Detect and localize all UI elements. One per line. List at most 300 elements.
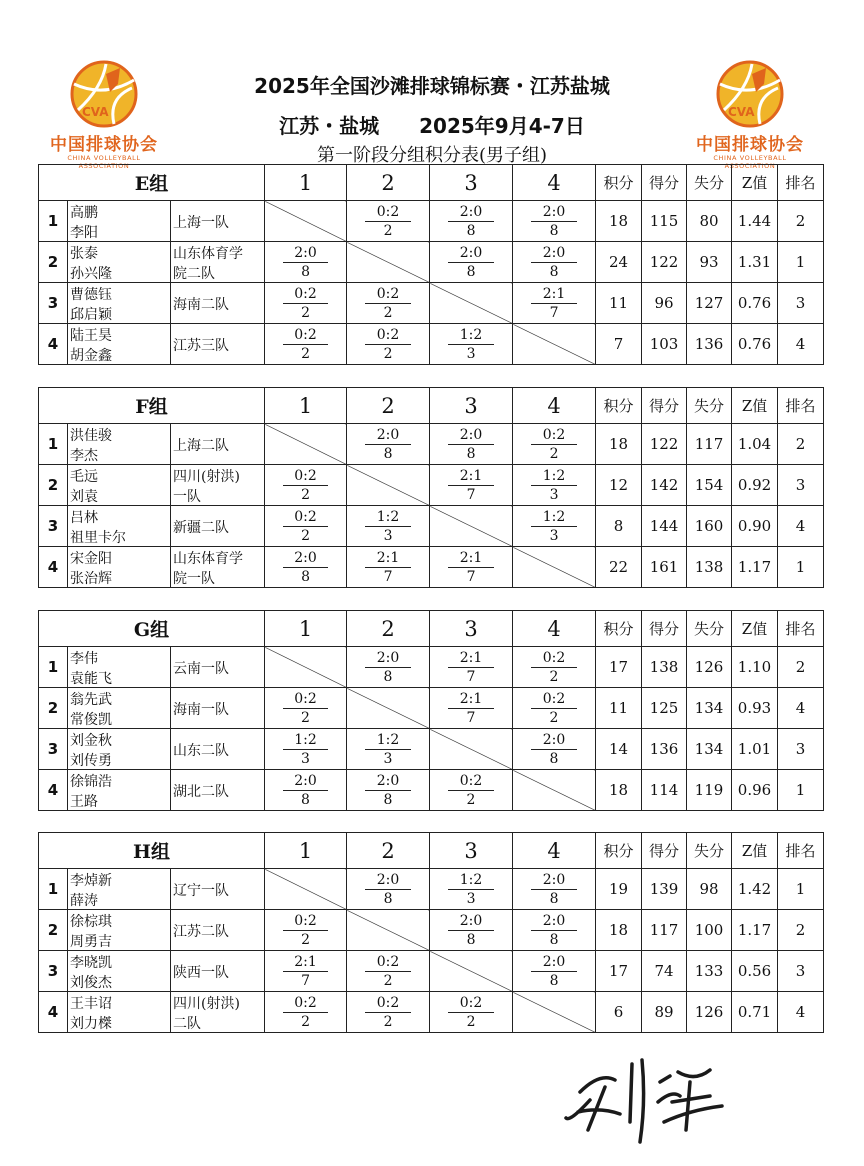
points-lost-value: 136 xyxy=(687,324,732,365)
match-points: 2 xyxy=(383,223,393,239)
match-points: 8 xyxy=(383,792,393,808)
team-name xyxy=(171,324,265,365)
match-points: 8 xyxy=(383,669,393,685)
match-result-cell xyxy=(430,688,513,729)
group-name: H组 xyxy=(39,833,265,869)
fraction-line xyxy=(365,790,411,791)
table-row xyxy=(39,647,824,688)
group-rank-value: 2 xyxy=(778,910,824,951)
player-1: 毛远 xyxy=(70,469,98,485)
opponent-column-header: 2 xyxy=(347,833,430,869)
player-1: 陆王昊 xyxy=(70,328,112,344)
match-result-cell xyxy=(430,869,513,910)
player-names xyxy=(68,869,171,910)
match-points: 7 xyxy=(383,569,393,585)
match-result-cell xyxy=(347,424,430,465)
player-1: 宋金阳 xyxy=(70,551,112,567)
z-value: 1.17 xyxy=(732,547,778,588)
stat-column-header: 失分 xyxy=(687,611,732,647)
group-table xyxy=(38,164,824,365)
table-row xyxy=(39,951,824,992)
set-score: 2:1 xyxy=(459,550,483,566)
set-score: 2:0 xyxy=(294,245,317,261)
match-points: 3 xyxy=(301,751,310,767)
fraction-line xyxy=(283,344,328,345)
team-name xyxy=(171,547,265,588)
self-match-cell xyxy=(513,992,596,1033)
match-result-cell xyxy=(513,647,596,688)
table-row xyxy=(39,201,824,242)
cva-badge: CVA xyxy=(82,105,109,119)
match-result-cell xyxy=(347,201,430,242)
points-value: 17 xyxy=(596,951,642,992)
group-header-row xyxy=(39,165,824,201)
set-score: 0:2 xyxy=(294,913,317,929)
match-result-cell xyxy=(265,688,347,729)
points-won-value: 114 xyxy=(642,770,687,811)
match-result-cell xyxy=(265,324,347,365)
group-rank-value: 1 xyxy=(778,770,824,811)
set-score: 1:2 xyxy=(542,468,566,484)
opponent-column-header: 1 xyxy=(265,388,347,424)
self-match-cell xyxy=(265,647,347,688)
team-name xyxy=(171,951,265,992)
match-result-cell xyxy=(513,283,596,324)
stat-column-header: 排名 xyxy=(778,833,824,869)
points-won-value: 144 xyxy=(642,506,687,547)
group-rank-value: 2 xyxy=(778,201,824,242)
team-name xyxy=(171,869,265,910)
match-points: 3 xyxy=(549,487,559,503)
player-2: 祖里卡尔 xyxy=(70,530,126,546)
match-result-cell xyxy=(265,465,347,506)
team-line-1: 山东体育学 xyxy=(173,551,243,567)
self-match-cell xyxy=(347,910,430,951)
player-1: 王丰诏 xyxy=(70,996,112,1012)
player-1: 吕林 xyxy=(70,510,98,526)
match-points: 8 xyxy=(549,973,559,989)
player-names xyxy=(68,547,171,588)
team-name xyxy=(171,465,265,506)
team-name xyxy=(171,647,265,688)
team-line-1: 江苏二队 xyxy=(173,924,229,940)
set-score: 0:2 xyxy=(376,286,400,302)
points-value: 8 xyxy=(596,506,642,547)
self-match-cell xyxy=(430,506,513,547)
logo-subtext: CHINA VOLLEYBALL ASSOCIATION xyxy=(713,154,787,170)
set-score: 0:2 xyxy=(294,509,317,525)
set-score: 2:0 xyxy=(542,954,566,970)
fraction-line xyxy=(531,221,577,222)
points-value: 17 xyxy=(596,647,642,688)
match-points: 8 xyxy=(383,446,393,462)
table-caption: 第一阶段分组积分表(男子组) xyxy=(316,145,548,166)
team-name xyxy=(171,506,265,547)
seed-number: 2 xyxy=(39,688,68,729)
opponent-column-header: 4 xyxy=(513,833,596,869)
set-score: 2:0 xyxy=(294,550,317,566)
stat-column-header: 得分 xyxy=(642,388,687,424)
match-points: 2 xyxy=(301,528,310,544)
player-2: 胡金鑫 xyxy=(70,348,112,364)
match-result-cell xyxy=(347,951,430,992)
fraction-line xyxy=(283,567,328,568)
fraction-line xyxy=(531,749,577,750)
match-points: 2 xyxy=(466,1014,476,1030)
points-value: 18 xyxy=(596,424,642,465)
player-1: 翁先武 xyxy=(70,692,112,708)
points-lost-value: 154 xyxy=(687,465,732,506)
logo-text: 中国排球协会 xyxy=(696,135,804,155)
match-result-cell xyxy=(513,688,596,729)
player-2: 孙兴隆 xyxy=(70,266,112,282)
player-names xyxy=(68,770,171,811)
opponent-column-header: 4 xyxy=(513,388,596,424)
player-2: 刘传勇 xyxy=(70,753,112,769)
match-result-cell xyxy=(513,506,596,547)
fraction-line xyxy=(448,444,494,445)
group-rank-value: 4 xyxy=(778,324,824,365)
team-line-2: 院一队 xyxy=(173,571,215,587)
stat-column-header: 排名 xyxy=(778,165,824,201)
player-names xyxy=(68,992,171,1033)
group-table xyxy=(38,610,824,811)
set-score: 0:2 xyxy=(542,650,566,666)
fraction-line xyxy=(283,930,328,931)
seed-number: 4 xyxy=(39,992,68,1033)
seed-number: 4 xyxy=(39,770,68,811)
match-result-cell xyxy=(265,547,347,588)
self-match-cell xyxy=(347,242,430,283)
match-points: 7 xyxy=(549,305,559,321)
set-score: 2:0 xyxy=(542,732,566,748)
match-result-cell xyxy=(265,770,347,811)
match-result-cell xyxy=(265,992,347,1033)
fraction-line xyxy=(448,262,494,263)
team-line-1: 江苏三队 xyxy=(173,338,229,354)
fraction-line xyxy=(365,221,411,222)
team-line-1: 上海二队 xyxy=(173,438,229,454)
fraction-line xyxy=(283,485,328,486)
page-subtitle xyxy=(0,110,864,139)
points-lost-value: 98 xyxy=(687,869,732,910)
seed-number: 1 xyxy=(39,647,68,688)
group-rank-value: 3 xyxy=(778,465,824,506)
player-2: 常俊凯 xyxy=(70,712,112,728)
opponent-column-header: 3 xyxy=(430,611,513,647)
set-score: 1:2 xyxy=(459,327,483,343)
table-row xyxy=(39,770,824,811)
match-result-cell xyxy=(347,283,430,324)
points-won-value: 103 xyxy=(642,324,687,365)
svg-text:CVA: CVA xyxy=(728,105,755,119)
points-value: 22 xyxy=(596,547,642,588)
team-line-2: 一队 xyxy=(173,489,201,505)
group-rank-value: 2 xyxy=(778,647,824,688)
match-points: 7 xyxy=(466,669,476,685)
player-names xyxy=(68,242,171,283)
table-row xyxy=(39,869,824,910)
stat-column-header: 排名 xyxy=(778,611,824,647)
player-2: 周勇吉 xyxy=(70,934,112,950)
z-value: 0.71 xyxy=(732,992,778,1033)
points-lost-value: 160 xyxy=(687,506,732,547)
player-1: 洪佳骏 xyxy=(70,428,112,444)
player-1: 高鹏 xyxy=(70,205,98,221)
points-won-value: 161 xyxy=(642,547,687,588)
match-points: 3 xyxy=(383,528,393,544)
match-points: 3 xyxy=(549,528,559,544)
self-match-cell xyxy=(265,424,347,465)
points-lost-value: 126 xyxy=(687,647,732,688)
seed-number: 4 xyxy=(39,547,68,588)
fraction-line xyxy=(283,262,328,263)
points-lost-value: 133 xyxy=(687,951,732,992)
player-names xyxy=(68,465,171,506)
points-won-value: 117 xyxy=(642,910,687,951)
z-value: 0.92 xyxy=(732,465,778,506)
points-lost-value: 119 xyxy=(687,770,732,811)
fraction-line xyxy=(283,971,328,972)
match-points: 7 xyxy=(301,973,310,989)
seed-number: 2 xyxy=(39,465,68,506)
player-2: 刘俊杰 xyxy=(70,975,112,991)
page-title: 2025年全国沙滩排球锦标赛・江苏盐城 xyxy=(254,74,610,98)
match-points: 3 xyxy=(466,346,476,362)
seed-number: 3 xyxy=(39,729,68,770)
set-score: 0:2 xyxy=(459,995,483,1011)
match-points: 8 xyxy=(301,569,310,585)
match-result-cell xyxy=(430,770,513,811)
match-result-cell xyxy=(347,869,430,910)
match-result-cell xyxy=(347,647,430,688)
points-won-value: 142 xyxy=(642,465,687,506)
match-points: 2 xyxy=(301,346,310,362)
match-points: 8 xyxy=(383,891,393,907)
points-value: 18 xyxy=(596,201,642,242)
team-line-2: 二队 xyxy=(173,1016,201,1032)
player-2: 刘力榤 xyxy=(70,1016,112,1032)
fraction-line xyxy=(283,790,328,791)
stat-column-header: 得分 xyxy=(642,165,687,201)
match-result-cell xyxy=(513,910,596,951)
match-result-cell xyxy=(265,951,347,992)
event-dates: 2025年9月4-7日 xyxy=(419,114,585,138)
points-value: 11 xyxy=(596,688,642,729)
match-points: 7 xyxy=(466,569,476,585)
fraction-line xyxy=(448,567,494,568)
z-value: 1.42 xyxy=(732,869,778,910)
set-score: 1:2 xyxy=(376,509,400,525)
set-score: 2:0 xyxy=(542,204,566,220)
team-line-1: 四川(射洪) xyxy=(173,469,240,485)
match-points: 2 xyxy=(301,305,310,321)
points-value: 6 xyxy=(596,992,642,1033)
team-name xyxy=(171,992,265,1033)
stat-column-header: 失分 xyxy=(687,165,732,201)
opponent-column-header: 1 xyxy=(265,611,347,647)
seed-number: 2 xyxy=(39,242,68,283)
points-won-value: 115 xyxy=(642,201,687,242)
group-rank-value: 2 xyxy=(778,424,824,465)
points-lost-value: 117 xyxy=(687,424,732,465)
team-line-1: 云南一队 xyxy=(173,661,229,677)
seed-number: 4 xyxy=(39,324,68,365)
match-result-cell xyxy=(265,506,347,547)
match-result-cell xyxy=(347,506,430,547)
points-lost-value: 134 xyxy=(687,729,732,770)
match-points: 8 xyxy=(466,446,476,462)
table-row xyxy=(39,729,824,770)
team-line-2: 院二队 xyxy=(173,266,215,282)
table-row xyxy=(39,424,824,465)
set-score: 2:1 xyxy=(542,286,566,302)
team-line-1: 陕西一队 xyxy=(173,965,229,981)
fraction-line xyxy=(448,485,494,486)
points-value: 24 xyxy=(596,242,642,283)
match-points: 8 xyxy=(549,932,559,948)
set-score: 2:1 xyxy=(459,650,483,666)
fraction-line xyxy=(283,1012,328,1013)
group-name: E组 xyxy=(39,165,265,201)
player-1: 徐棕琪 xyxy=(70,914,112,930)
fraction-line xyxy=(283,708,328,709)
points-lost-value: 138 xyxy=(687,547,732,588)
match-points: 2 xyxy=(383,346,393,362)
set-score: 2:1 xyxy=(459,468,483,484)
set-score: 1:2 xyxy=(294,732,317,748)
table-row xyxy=(39,324,824,365)
self-match-cell xyxy=(430,283,513,324)
player-names xyxy=(68,951,171,992)
points-value: 11 xyxy=(596,283,642,324)
player-1: 刘金秋 xyxy=(70,733,112,749)
points-value: 18 xyxy=(596,910,642,951)
team-line-1: 四川(射洪) xyxy=(173,996,240,1012)
match-points: 8 xyxy=(466,223,476,239)
match-points: 2 xyxy=(549,446,559,462)
fraction-line xyxy=(531,930,577,931)
points-won-value: 96 xyxy=(642,283,687,324)
player-2: 袁能飞 xyxy=(70,671,112,687)
points-won-value: 125 xyxy=(642,688,687,729)
player-1: 李晓凯 xyxy=(70,955,112,971)
fraction-line xyxy=(365,567,411,568)
set-score: 2:1 xyxy=(459,691,483,707)
points-won-value: 136 xyxy=(642,729,687,770)
set-score: 0:2 xyxy=(376,954,400,970)
points-value: 7 xyxy=(596,324,642,365)
z-value: 1.44 xyxy=(732,201,778,242)
match-points: 8 xyxy=(549,751,559,767)
self-match-cell xyxy=(430,729,513,770)
match-points: 8 xyxy=(549,264,559,280)
match-result-cell xyxy=(513,201,596,242)
opponent-column-header: 4 xyxy=(513,611,596,647)
seed-number: 1 xyxy=(39,424,68,465)
match-points: 2 xyxy=(383,973,393,989)
match-points: 8 xyxy=(301,792,310,808)
opponent-column-header: 2 xyxy=(347,611,430,647)
group-rank-value: 1 xyxy=(778,869,824,910)
match-points: 2 xyxy=(466,792,476,808)
table-row xyxy=(39,506,824,547)
match-result-cell xyxy=(430,910,513,951)
player-1: 李伟 xyxy=(70,651,98,667)
set-score: 2:0 xyxy=(459,427,483,443)
z-value: 0.93 xyxy=(732,688,778,729)
team-name xyxy=(171,424,265,465)
fraction-line xyxy=(283,526,328,527)
points-lost-value: 127 xyxy=(687,283,732,324)
fraction-line xyxy=(531,526,577,527)
match-result-cell xyxy=(347,324,430,365)
set-score: 2:0 xyxy=(459,204,483,220)
z-value: 1.01 xyxy=(732,729,778,770)
signature xyxy=(560,1052,730,1147)
team-line-1: 辽宁一队 xyxy=(173,883,229,899)
fraction-line xyxy=(283,303,328,304)
stat-column-header: Z值 xyxy=(732,611,778,647)
fraction-line xyxy=(531,485,577,486)
set-score: 0:2 xyxy=(376,327,400,343)
set-score: 0:2 xyxy=(376,204,400,220)
set-score: 2:0 xyxy=(542,913,566,929)
player-1: 徐锦浩 xyxy=(70,774,112,790)
match-result-cell xyxy=(430,465,513,506)
player-names xyxy=(68,424,171,465)
set-score: 2:1 xyxy=(376,550,400,566)
fraction-line xyxy=(448,667,494,668)
self-match-cell xyxy=(513,770,596,811)
stat-column-header: 积分 xyxy=(596,165,642,201)
fraction-line xyxy=(531,708,577,709)
stat-column-header: 得分 xyxy=(642,833,687,869)
points-won-value: 122 xyxy=(642,424,687,465)
table-row xyxy=(39,283,824,324)
logo-text: 中国排球协会 xyxy=(50,135,158,155)
stat-column-header: 积分 xyxy=(596,611,642,647)
match-result-cell xyxy=(347,992,430,1033)
set-score: 1:2 xyxy=(459,872,483,888)
stat-column-header: 排名 xyxy=(778,388,824,424)
player-1: 张泰 xyxy=(70,246,98,262)
team-name xyxy=(171,283,265,324)
stat-column-header: 得分 xyxy=(642,611,687,647)
stat-column-header: 积分 xyxy=(596,833,642,869)
fraction-line xyxy=(365,526,411,527)
z-value: 1.31 xyxy=(732,242,778,283)
match-result-cell xyxy=(265,910,347,951)
set-score: 0:2 xyxy=(542,691,566,707)
seed-number: 3 xyxy=(39,951,68,992)
set-score: 0:2 xyxy=(459,773,483,789)
match-points: 8 xyxy=(301,264,310,280)
table-row xyxy=(39,242,824,283)
group-rank-value: 3 xyxy=(778,951,824,992)
match-result-cell xyxy=(347,770,430,811)
set-score: 1:2 xyxy=(542,509,566,525)
player-2: 邱启颖 xyxy=(70,307,112,323)
set-score: 2:0 xyxy=(459,245,483,261)
match-result-cell xyxy=(430,992,513,1033)
self-match-cell xyxy=(347,465,430,506)
table-row xyxy=(39,465,824,506)
match-result-cell xyxy=(430,242,513,283)
match-result-cell xyxy=(513,424,596,465)
points-lost-value: 134 xyxy=(687,688,732,729)
match-result-cell xyxy=(430,647,513,688)
